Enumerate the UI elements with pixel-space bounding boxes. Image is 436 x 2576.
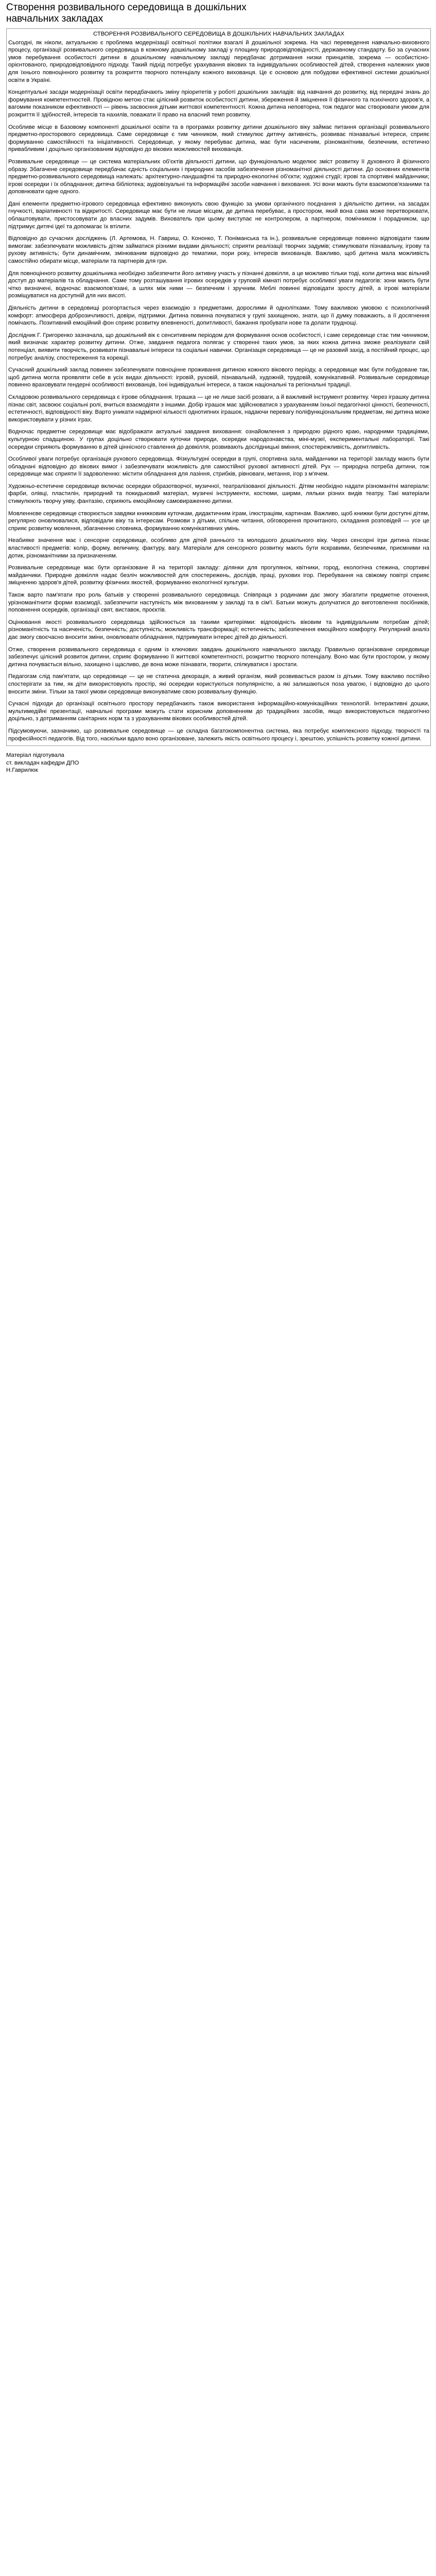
- paragraph: Неабияке значення має і сенсорне середовище, особливо для дітей раннього та молодшого дошкільного віку. Через сенсорні ігри дитина пізнає властивості предметів: колір, форму, величину, фактуру, вагу. Матеріали для сенсорного розвитку мають бути яскравими, безпечними, приємними на дотик, різноманітними за призначенням.: [8, 537, 429, 559]
- paragraph: Підсумовуючи, зазначимо, що розвивальне середовище — це складна багатокомпонентна система, яка потребує комплексного підходу, творчості та професійності педагогів. Від того, наскільки вдало воно організоване, залежить якість освітнього процесу і, зрештою, успішність розвитку кожної дитини.: [8, 727, 429, 742]
- article-body: [8, 39, 429, 743]
- paragraph: Дані елементи предметно-ігрового середовища ефективно виконують свою функцію за умови органічного поєднання з діяльністю дитини, на засадах гнучкості, варіативності та відкритості. Середовище має бути не лише місцем, де дитина перебуває, а простором, який вона сама може перетворювати, облаштовувати, пристосовувати до власних задумів. Вихователь при цьому виступає не контролером, а партнером, помічником і порадником, що підтримує дитячі ідеї та допомагає їх втілити.: [8, 200, 429, 230]
- paragraph: Дослідник Г. Григоренко зазначала, що дошкільний вік є сенситивним періодом для формування основ особистості, і саме середовище стає тим чинником, який визначає характер розвитку дитини. Отже, завдання педагога полягає у створенні таких умов, за яких кожна дитина зможе реалізувати свій потенціал, виявити творчість, розвивати пізнавальні інтереси та соціальні навички. Організація середовища — це не разовий захід, а постійний процес, що потребує аналізу, спостереження та корекції.: [8, 332, 429, 361]
- paragraph: Отже, створення розвивального середовища є одним із ключових завдань дошкільного навчального закладу. Правильно організоване середовище забезпечує цілісний розвиток дитини, сприяє формуванню її життєвої компетентності, розкриттю творчого потенціалу. Воно має бути простором, у якому дитина почувається вільно, захищено і щасливо, де вона може пізнавати, творити, спілкуватися і зростати.: [8, 646, 429, 668]
- article-box: [6, 28, 431, 746]
- paragraph: Для повноцінного розвитку дошкільника необхідно забезпечити його активну участь у пізнанні довкілля, а це можливо тільки тоді, коли дитина має вільний доступ до матеріалів та обладнання. Саме тому розташування ігрових осередків у груповій кімнаті потребує особливої уваги педагогів: зони мають бути чітко визначені, водночас взаємопов'язані, а шлях між ними — безпечним і зручним. Меблі повинні відповідати зросту дітей, а ігрові матеріали розміщуватися на доступній для них висоті.: [8, 270, 429, 299]
- paragraph: Сьогодні, як ніколи, актуальною є проблема модернізації освітньої політики взагалі й дошкільної зокрема. На часі переведення навчально-виховного процесу, організації розвивального середовища в кожному дошкільному закладі у площину природовідповідності, державному стандарту. Бо за сучасних умов перебування особистості дитини в дошкільному навчальному закладі передбачає дотримання низки принципів, зокрема — особистісно-орієнтованого, природовідповідного підходу. Такий підхід потребує урахування вікових та індивідуальних особливостей дітей, створення належних умов для їхнього повноцінного розвитку та розкриття творчого потенціалу кожного вихованця. Це є основою для побудови ефективної системи дошкільної освіти в Україні.: [8, 39, 429, 83]
- paragraph: Сучасний дошкільний заклад повинен забезпечувати повноцінне проживання дитиною кожного вікового періоду, а середовище має бути побудоване так, щоб дитина могла проявляти себе в усіх видах діяльності: ігровій, руховій, пізнавальній, художній, трудовій, комунікативній. Розвивальне середовище повинно враховувати гендерні особливості вихованців, їхні індивідуальні інтереси, а також національні та регіональні традиції.: [8, 367, 429, 388]
- paragraph: Водночас предметне середовище має відображати актуальні завдання виховання: ознайомлення з природою рідного краю, народними традиціями, культурною спадщиною. У групах доцільно створювати куточки природи, осередки народознавства, міні-музеї, експериментальні лабораторії. Такі осередки сприяють формуванню в дітей ціннісного ставлення до довкілля, розвивають дослідницькі вміння, спостережливість, допитливість.: [8, 429, 429, 450]
- paragraph: Художньо-естетичне середовище включає осередки образотворчої, музичної, театралізованої діяльності. Дітям необхідно надати різноманітні матеріали: фарби, олівці, пластилін, природний та покидьковий матеріал, музичні інструменти, костюми, ширми, ляльки різних видів театру. Такі матеріали стимулюють творчу уяву, фантазію, сприяють емоційному самовираженню дитини.: [8, 483, 429, 505]
- paragraph: Розвивальне середовище — це система матеріальних об'єктів діяльності дитини, що функціонально моделює зміст розвитку її духовного й фізичного образу. Збагачене середовище передбачає єдність соціальних і природних засобів забезпечення різноманітної діяльності дитини. До основних елементів предметно-розвивального середовища належать: архітектурно-ландшафтні та природно-екологічні об'єкти; художні студії; ігрові та спортивні майданчики; ігрові осередки і їх обладнання; дитяча бібліотека; аудіовізуальні та інформаційні засоби навчання і виховання. Усі вони мають бути взаємопов'язаними та доповнювати одне одного.: [8, 158, 429, 195]
- paragraph: Відповідно до сучасних досліджень (Л. Артемова, Н. Гавриш, О. Кононко, Т. Поніманська та ін.), розвивальне середовище повинно відповідати таким вимогам: забезпечувати можливість дітям займатися різними видами діяльності; сприяти реалізації творчих задумів; стимулювати пізнавальну, ігрову та рухову активність; бути динамічним, змінюваним відповідно до тематики, пори року, інтересів вихованців. Важливо, щоб дитина мала можливість самостійно обирати місце, матеріали та партнерів для гри.: [8, 235, 429, 265]
- signature-block: [6, 752, 431, 774]
- article-heading: СТВОРЕННЯ РОЗВИВАЛЬНОГО СЕРЕДОВИЩА В ДОШКІЛЬНИХ НАВЧАЛЬНИХ ЗАКЛАДАХ: [93, 31, 344, 37]
- signature-line: Матеріал підготувала: [6, 752, 64, 759]
- paragraph: Мовленнєве середовище створюється завдяки книжковим куточкам, дидактичним іграм, ілюстраціям, картинам. Важливо, щоб книжки були доступні дітям, регулярно оновлювалися, відповідали віку та інтересам. Розмови з дітьми, спільне читання, обговорення прочитаного, складання розповідей — усе це сприяє розвитку мовлення, збагаченню словника, формуванню комунікативних умінь.: [8, 510, 429, 532]
- paragraph: Також варто пам'ятати про роль батьків у створенні розвивального середовища. Співпраця з родинами дає змогу збагатити предметне оточення, урізноманітнити форми взаємодії, забезпечити наступність між вихованням у закладі та в сім'ї. Батьки можуть долучатися до виготовлення посібників, поповнення осередків, організації свят, виставок, проєктів.: [8, 592, 429, 614]
- signature-author: Н.Гаврилюк: [6, 767, 38, 774]
- paragraph: Особливої уваги потребує організація рухового середовища. Фізкультурні осередки в групі, спортивна зала, майданчики на території закладу мають бути обладнані відповідно до вікових вимог і забезпечувати можливість для самостійної рухової активності дітей. Рух — природна потреба дитини, тож середовище має сприяти її задоволенню: містити обладнання для лазіння, стрибків, рівноваги, метання, ігор з м'ячем.: [8, 456, 429, 478]
- page-title: Створення розвивального середовища в дошкільних навчальних закладах: [6, 2, 247, 24]
- paragraph: Концептуальні засади модернізації освіти передбачають зміну пріоритетів у роботі дошкільних закладів: від навчання до розвитку, від передачі знань до формування компетентностей. Провідною метою стає цілісний розвиток особистості дитини, збереження й зміцнення її фізичного та психічного здоров'я, а вагомим показником ефективності — рівень засвоєння дітьми життєвої компетентності. Кожна дитина неповторна, тож педагог має створювати умови для розкриття її здібностей, інтересів та нахилів, поважати її право на власний темп розвитку.: [8, 89, 429, 118]
- paragraph: Сучасні підходи до організації освітнього простору передбачають також використання інформаційно-комунікаційних технологій. Інтерактивні дошки, мультимедійні презентації, навчальні програми можуть стати корисним доповненням до традиційних засобів, якщо використовуються педагогічно доцільно, з дотриманням санітарних норм та з урахуванням вікових особливостей дітей.: [8, 701, 429, 722]
- page: [0, 0, 436, 774]
- signature-line: ст. викладач кафедри ДПО: [6, 759, 79, 766]
- paragraph: Складовою розвивального середовища є ігрове обладнання. Іграшка — це не лише засіб розваги, а й важливий інструмент розвитку. Через іграшку дитина пізнає світ, засвоює соціальні ролі, вчиться взаємодіяти з іншими. Добір іграшок має здійснюватися з урахуванням їхньої педагогічної цінності, безпечності, естетичності, відповідності віку. Варто уникати надмірної кількості однотипних іграшок, надаючи перевагу поліфункціональним предметам, які дитина може використовувати у різних іграх.: [8, 394, 429, 423]
- paragraph: Розвивальне середовище має бути організоване й на території закладу: ділянки для прогулянок, квітники, город, екологічна стежина, спортивні майданчики. Природне довкілля надає безліч можливостей для спостережень, дослідів, праці, рухових ігор. Перебування на свіжому повітрі сприяє зміцненню здоров'я дітей, розвитку фізичних якостей, формуванню екологічної культури.: [8, 565, 429, 586]
- paragraph: Діяльність дитини в середовищі розгортається через взаємодію з предметами, дорослими й однолітками. Тому важливою умовою є психологічний комфорт: атмосфера доброзичливості, довіри, підтримки. Дитина повинна почуватися у групі захищеною, знати, що її думку поважають, а її досягнення помічають. Позитивний емоційний фон сприяє розвитку впевненості, допитливості, бажання пробувати нове та долати труднощі.: [8, 305, 429, 327]
- paragraph: Особливе місце в Базовому компоненті дошкільної освіти та в програмах розвитку дитини дошкільного віку займає питання організації розвивального предметно-просторового середовища. Саме середовище є тим чинником, який стимулює дитячу активність, розвиває пізнавальні інтереси, сприяє формуванню самостійності та ініціативності. Середовище, у якому перебуває дитина, має бути насиченим, різноманітним, безпечним, естетично привабливим і доцільно організованим відповідно до вікових можливостей вихованців.: [8, 124, 429, 153]
- paragraph: Педагогам слід пам'ятати, що середовище — це не статична декорація, а живий організм, який розвивається разом із дітьми. Тому важливо постійно спостерігати за тим, як діти використовують простір, які осередки користуються популярністю, а які залишаються поза увагою, і відповідно до цього вносити зміни. Тільки за такої умови середовище виконуватиме свою розвивальну функцію.: [8, 673, 429, 695]
- paragraph: Оцінювання якості розвивального середовища здійснюється за такими критеріями: відповідність віковим та індивідуальним потребам дітей; різноманітність та насиченість; безпечність; доступність; можливість трансформації; естетичність; забезпечення емоційного комфорту. Регулярний аналіз дає змогу своєчасно вносити зміни, оновлювати обладнання, підтримувати інтерес дітей до діяльності.: [8, 619, 429, 640]
